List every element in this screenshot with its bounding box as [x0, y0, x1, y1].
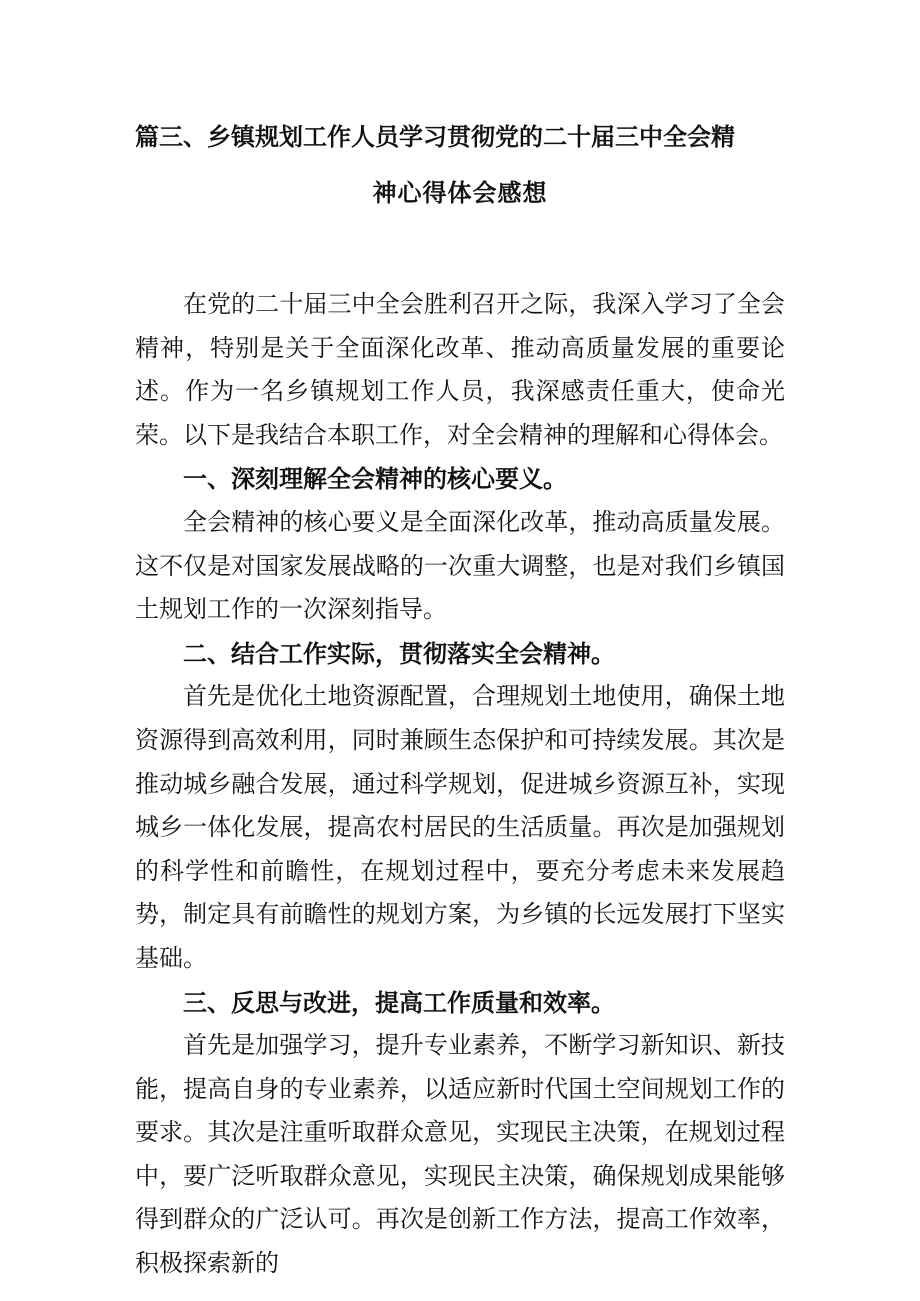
section-heading-1: 一、深刻理解全会精神的核心要义。 — [183, 464, 567, 494]
section-heading-3: 三、反思与改进，提高工作质量和效率。 — [183, 987, 615, 1017]
section-heading-2: 二、结合工作实际，贯彻落实全会精神。 — [183, 638, 615, 668]
paragraph-section-1: 全会精神的核心要义是全面深化改革，推动高质量发展。这不仅是对国家发展战略的一次重大调整，也是对我们乡镇国土规划工作的一次深刻指导。 — [135, 507, 785, 624]
paragraph-section-2: 首先是优化土地资源配置，合理规划土地使用，确保土地资源得到高效利用，同时兼顾生态保护和可持续发展。其次是推动城乡融合发展，通过科学规划，促进城乡资源互补，实现城乡一体化发展，提高农村居民的生活质量。再次是加强规划的科学性和前瞻性，在规划过程中，要充分考虑未来发展趋势，制定具有前瞻性的规划方案，为乡镇的长远发展打下坚实基础。 — [135, 682, 785, 972]
document-body — [135, 283, 785, 1286]
document-title-line-2: 神心得体会感想 — [372, 178, 548, 207]
paragraph-section-3: 首先是加强学习，提升专业素养，不断学习新知识、新技能，提高自身的专业素养，以适应新时代国土空间规划工作的要求。其次是注重听取群众意见，实现民主决策，在规划过程中，要广泛听取群众意见，实现民主决策，确保规划成果能够得到群众的广泛认可。再次是创新工作方法，提高工作效率，积极探索新的 — [135, 1031, 785, 1278]
document-title-line-1: 篇三、乡镇规划工作人员学习贯彻党的二十届三中全会精 — [135, 122, 735, 151]
paragraph-intro: 在党的二十届三中全会胜利召开之际，我深入学习了全会精神，特别是关于全面深化改革、推动高质量发展的重要论述。作为一名乡镇规划工作人员，我深感责任重大，使命光荣。以下是我结合本职工作，对全会精神的理解和心得体会。 — [135, 290, 785, 449]
